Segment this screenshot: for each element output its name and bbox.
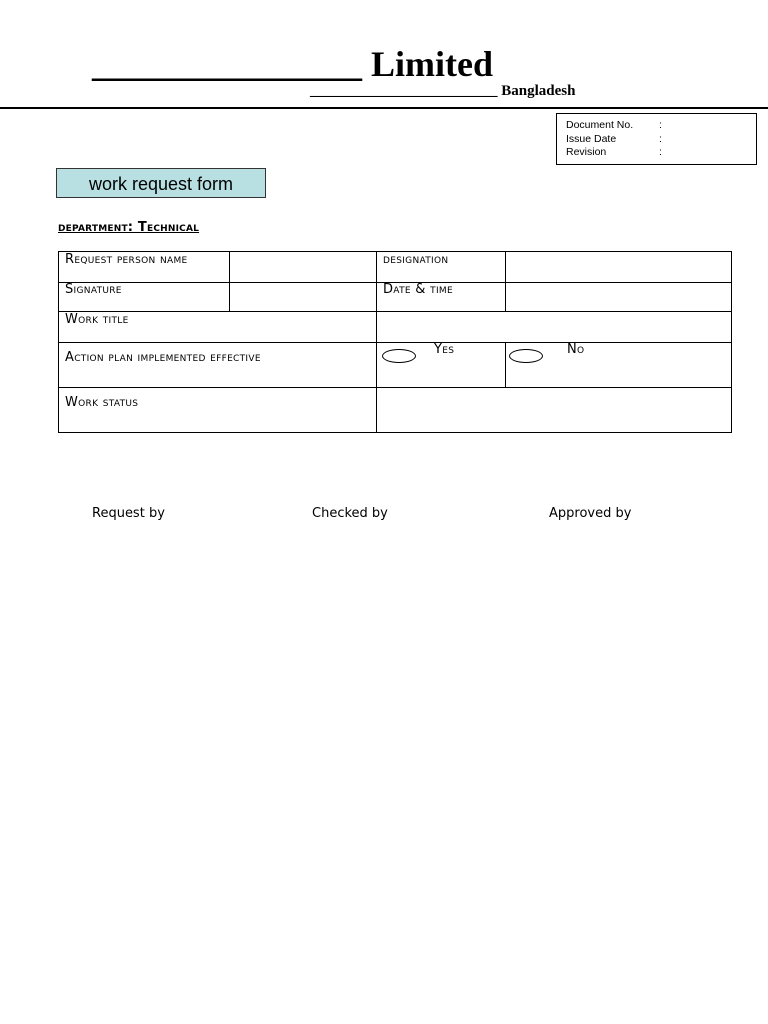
department-heading: department: Technical [58,220,200,235]
work-status-label: Work status [65,395,139,410]
date-time-field[interactable] [506,283,730,311]
checked-by-label: Checked by [312,506,388,521]
work-status-field[interactable] [377,388,730,432]
document-no-label: Document No. [566,119,634,131]
document-no-row [566,119,756,133]
country-line: _________________________ Bangladesh [310,83,576,99]
issue-date-label: Issue Date [566,132,617,145]
no-label: No [567,342,585,357]
action-plan-label: Action plan implemented effective [65,350,261,365]
document-no-separator: : [659,119,662,131]
yes-label: Yes [434,342,455,357]
issue-date-separator: : [659,132,662,145]
signature-label: Signature [65,282,122,297]
approved-by-label: Approved by [549,506,632,521]
row-divider [59,342,731,343]
revision-label: Revision [566,146,607,158]
request-by-label: Request by [92,506,165,521]
document-info-box [556,113,757,165]
signature-field[interactable] [230,283,375,311]
company-title: _______________ Limited [92,44,493,84]
no-radio[interactable] [509,349,543,363]
revision-row [566,146,756,160]
header-divider [0,107,768,109]
request-person-name-field[interactable] [230,252,375,282]
work-title-label: Work title [65,312,129,327]
designation-label: designation [383,252,449,267]
work-title-field[interactable] [377,312,730,342]
column-divider [505,342,506,388]
form-title: work request form [56,168,266,198]
issue-date-row [566,133,756,147]
designation-field[interactable] [506,252,730,282]
work-request-table [58,251,732,433]
yes-radio[interactable] [382,349,416,363]
revision-separator: : [659,146,662,158]
date-time-label: Date & time [383,282,453,297]
request-person-name-label: Request person name [65,252,188,267]
